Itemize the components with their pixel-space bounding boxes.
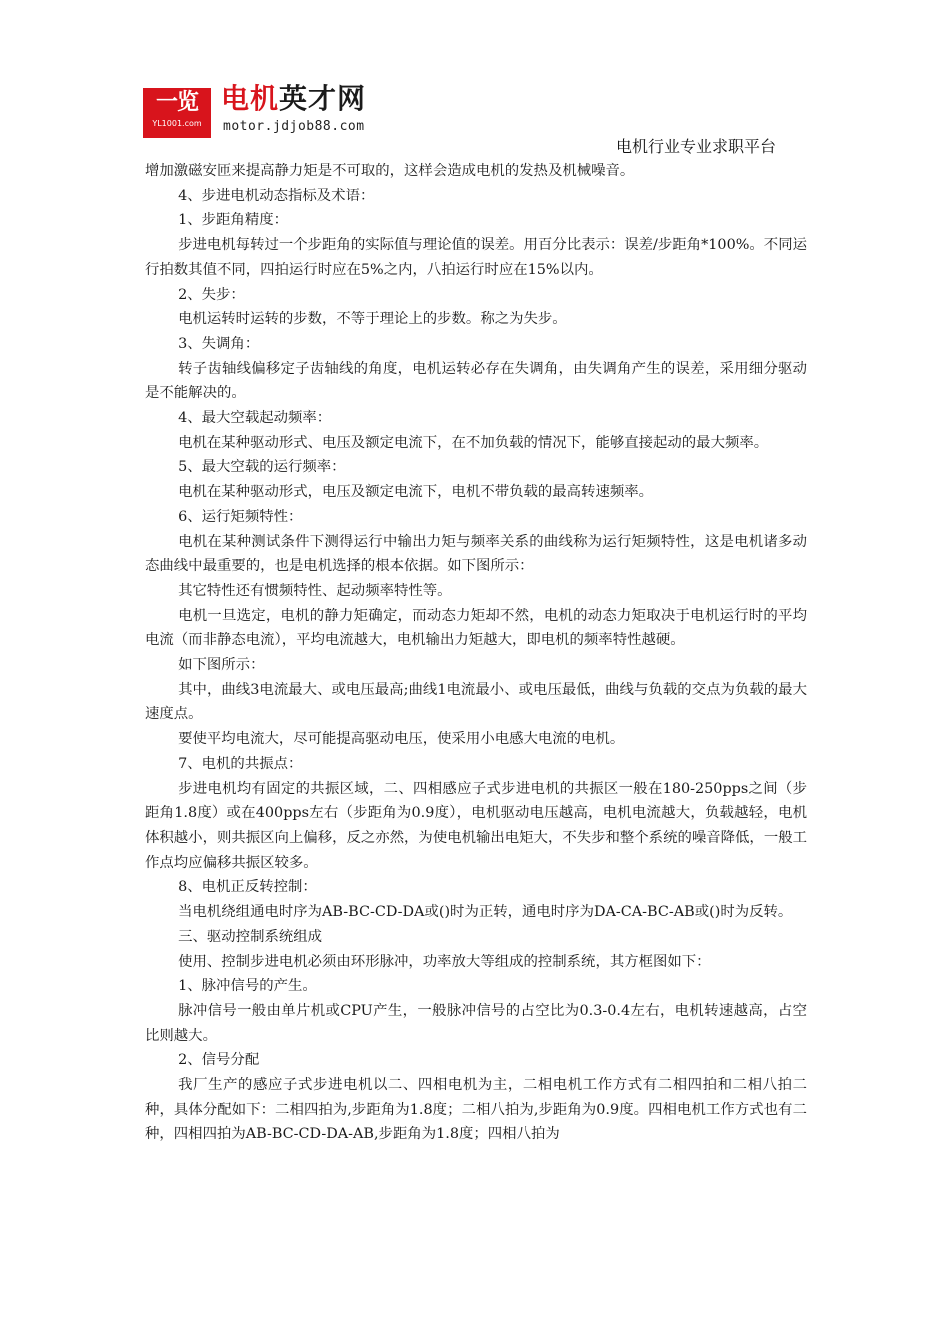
paragraph: 电机运转时运转的步数，不等于理论上的步数。称之为失步。 xyxy=(178,311,567,328)
paragraph: 要使平均电流大，尽可能提高驱动电压，使采用小电感大电流的电机。 xyxy=(178,731,625,748)
paragraph: 如下图所示： xyxy=(178,657,265,674)
sub-heading: 1、步距角精度： xyxy=(178,212,289,229)
logo-badge-text: 一览 xyxy=(155,90,198,115)
sub-heading: 6、运行矩频特性： xyxy=(178,508,303,525)
paragraph: 电机在某种驱动形式，电压及额定电流下，电机不带负载的最高转速频率。 xyxy=(178,484,654,501)
sub-heading: 2、信号分配 xyxy=(178,1052,260,1069)
paragraph: 电机在某种测试条件下测得运行中输出力矩与频率关系的曲线称为运行矩频特性，这是电机诸多动态曲线中最重要的，也是电机选择的根本依据。如下图所示： xyxy=(145,533,807,575)
paragraph: 转子齿轴线偏移定子齿轴线的角度，电机运转必存在失调角，由失调角产生的误差，采用细分驱动是不能解决的。 xyxy=(145,360,807,402)
paragraph: 其它特性还有惯频特性、起动频率特性等。 xyxy=(178,582,452,599)
paragraph: 我厂生产的感应子式步进电机以二、四相电机为主，二相电机工作方式有二相四拍和二相八拍二种，具体分配如下：二相四拍为,步距角为1.8度；二相八拍为,步距角为0.9度。四相电机工作方式也有二种，四相四拍为AB-BC-CD-DA-AB,步距角为1.8度；四相八拍为 xyxy=(145,1077,807,1143)
site-logo[interactable] xyxy=(143,82,393,140)
logo-title-dark: 英才网 xyxy=(279,82,367,115)
paragraph: 步进电机每转过一个步距角的实际值与理论值的误差。用百分比表示：误差/步距角*100%。不同运行拍数其值不同，四拍运行时应在5%之内，八拍运行时应在15%以内。 xyxy=(145,237,807,278)
sub-heading: 1、脉冲信号的产生。 xyxy=(178,978,317,995)
section-heading: 4、步进电机动态指标及术语： xyxy=(178,187,375,204)
logo-badge xyxy=(143,88,211,138)
paragraph: 电机在某种驱动形式、电压及额定电流下，在不加负载的情况下，能够直接起动的最大频率。 xyxy=(178,434,769,451)
paragraph: 当电机绕组通电时序为AB-BC-CD-DA或()时为正转，通电时序为DA-CA-BC-AB或()时为反转。 xyxy=(178,904,793,921)
sub-heading: 3、失调角： xyxy=(178,335,260,352)
logo-badge-domain: YL1001.com xyxy=(152,119,202,128)
logo-title-red: 电机 xyxy=(221,82,280,115)
paragraph: 增加激磁安匝来提高静力矩是不可取的，这样会造成电机的发热及机械噪音。 xyxy=(145,163,635,179)
sub-heading: 2、失步： xyxy=(178,286,245,303)
document-body xyxy=(145,159,807,1147)
section-heading: 三、驱动控制系统组成 xyxy=(178,928,323,945)
paragraph: 电机一旦选定，电机的静力矩确定，而动态力矩却不然，电机的动态力矩取决于电机运行时的平均电流（而非静态电流），平均电流越大，电机输出力矩越大，即电机的频率特性越硬。 xyxy=(145,607,807,649)
paragraph: 使用、控制步进电机必须由环形脉冲，功率放大等组成的控制系统，其方框图如下： xyxy=(178,953,711,970)
sub-heading: 5、最大空载的运行频率： xyxy=(178,459,346,476)
logo-url: motor.jdjob88.com xyxy=(223,119,365,134)
sub-heading: 4、最大空载起动频率： xyxy=(178,410,332,427)
sub-heading: 8、电机正反转控制： xyxy=(178,879,317,896)
paragraph: 脉冲信号一般由单片机或CPU产生，一般脉冲信号的占空比为0.3-0.4左右，电机转速越高，占空比则越大。 xyxy=(145,1002,807,1044)
logo-title xyxy=(221,82,366,116)
paragraph: 步进电机均有固定的共振区域，二、四相感应子式步进电机的共振区一般在180-250pps之间（步距角1.8度）或在400pps左右（步距角为0.9度），电机驱动电压越高，电机电流越大，负载越轻，电机体积越小，则共振区向上偏移，反之亦然，为使电机输出电矩大，不失步和整个系统的噪音降低，一般工作点均应偏移共振区较多。 xyxy=(145,780,807,871)
header-tagline: 电机行业专业求职平台 xyxy=(616,137,777,156)
paragraph: 其中，曲线3电流最大、或电压最高;曲线1电流最小、或电压最低，曲线与负载的交点为负载的最大速度点。 xyxy=(145,681,807,723)
sub-heading: 7、电机的共振点： xyxy=(178,755,303,772)
